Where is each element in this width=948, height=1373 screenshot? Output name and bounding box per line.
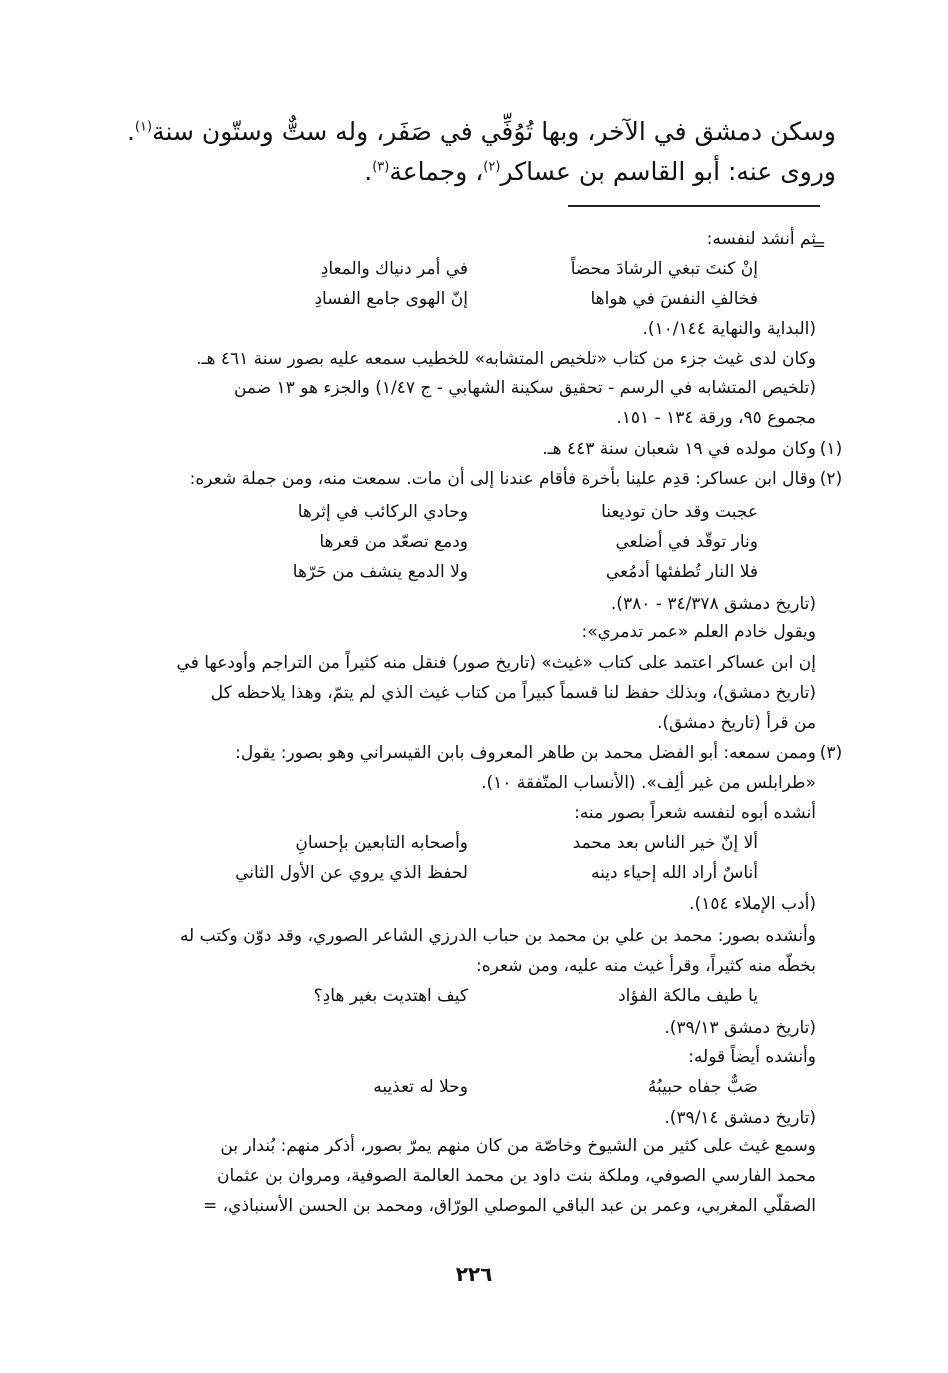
main-text-2a: وروى عنه: أبو القاسم بن عساكر xyxy=(500,157,836,186)
footnote-ref-1[interactable]: (١) xyxy=(134,119,153,135)
verse-hemistich: كيف اهتديت بغير هادِ؟ xyxy=(313,986,468,1006)
footnote-2-line: وقال ابن عساكر: قدِم علينا بأخرة فأقام عندنا إلى أن مات. سمعت منه، ومن جملة شعره: xyxy=(189,469,816,489)
verse-hemistich: عجبت وقد حان توديعنا xyxy=(601,502,758,522)
verse-hemistich: إنّ الهوى جامع الفسادِ xyxy=(314,289,468,309)
verse-hemistich: في أمر دنياك والمعادِ xyxy=(320,259,468,279)
verse-hemistich: يا طيف مالكة الفؤاد xyxy=(618,986,758,1006)
footnote-2-line: ويقول خادم العلم «عمر تدمري»: xyxy=(581,622,816,642)
footnote-number: (٢) xyxy=(819,469,843,489)
citation: (تاريخ دمشق ٣٩/١٤). xyxy=(664,1108,816,1128)
footnote-paragraph: بخطّه منه كثيراً، وقرأ غيث منه عليه، ومن شعره: xyxy=(475,956,816,976)
footnote-3-line: وممن سمعه: أبو الفضل محمد بن طاهر المعروف بابن القيسراني وهو بصور: يقول: xyxy=(235,743,816,763)
main-text-line-2 xyxy=(116,152,836,192)
main-text-line-1 xyxy=(116,112,836,152)
main-text-1-end: . xyxy=(126,117,135,146)
continuation-marker: = xyxy=(811,235,826,255)
footnote-ref-2[interactable]: (٢) xyxy=(483,159,501,175)
footnote-paragraph: (تلخيص المتشابه في الرسم - تحقيق سكينة الشهابي - ج ١/٤٧) والجزء هو ١٣ ضمن xyxy=(233,378,816,398)
verse-hemistich: فلا النار تُطفئها أدمُعي xyxy=(605,562,758,582)
footnote-paragraph: من قرأ (تاريخ دمشق). xyxy=(656,713,816,733)
verse-hemistich: لحفظ الذي يروي عن الأول الثاني xyxy=(235,863,468,883)
footnote-paragraph: وكان لدى غيث جزء من كتاب «تلخيص المتشابه» للخطيب سمعه عليه بصور سنة ٤٦١ هـ. xyxy=(196,349,816,369)
footnote-paragraph: (تاريخ دمشق)، وبذلك حفظ لنا قسماً كبيراً من كتاب غيث الذي لم يتمّ، وهذا يلاحظه كل xyxy=(210,683,816,703)
footnote-number: (٣) xyxy=(819,743,843,763)
verse-hemistich: فخالفِ النفسَ في هواها xyxy=(590,289,758,309)
page-number: ٢٢٦ xyxy=(455,1262,493,1286)
footnote-1-text: وكان مولده في ١٩ شعبان سنة ٤٤٣ هـ. xyxy=(542,439,816,459)
main-text-2b: ، وجماعة xyxy=(389,157,484,186)
footnote-3-line: وأنشده أيضاً قوله: xyxy=(688,1047,816,1067)
citation: (تاريخ دمشق ٣٩/١٣). xyxy=(664,1018,816,1038)
footnote-3-line: «طرابلس من غير ألِف». (الأنساب المتّفقة ١٠). xyxy=(481,773,816,793)
verse-hemistich: وأصحابه التابعين بإحسانِ xyxy=(295,833,468,853)
footnote-paragraph: وسمع غيث على كثير من الشيوخ وخاصّة من كان منهم يمرّ بصور، أذكر منهم: بُندار بن xyxy=(220,1136,816,1156)
footnote-paragraph: محمد الفارسي الصوفي، وملكة بنت داود بن محمد العالمة الصوفية، ومروان بن عثمان xyxy=(216,1166,816,1186)
verse-hemistich: ودمع تصعّد من قعرها xyxy=(319,532,468,552)
verse-hemistich: وحلا له تعذيبه xyxy=(373,1077,468,1097)
footnote-cont-intro: ثم أنشد لنفسه: xyxy=(706,229,816,249)
footnote-paragraph: وأنشده بصور: محمد بن علي بن محمد بن حباب الدرزي الشاعر الصوري، وقد دوّن وكتب له xyxy=(179,926,816,946)
main-text-1: وسكن دمشق في الآخر، وبها تُوُفِّي في صَفَر، وله ستٌّ وستّون سنة xyxy=(152,117,836,146)
verse-hemistich: ولا الدمع ينشف من حَرّها xyxy=(292,562,468,582)
verse-hemistich: صَبٌّ جفاه حبيبُهُ xyxy=(647,1077,758,1097)
footnote-paragraph: الصقلّي المغربي، وعمر بن عبد الباقي الموصلي الورّاق، ومحمد بن الحسن الأسنباذي، = xyxy=(203,1196,816,1216)
verse-hemistich: أناسٌ أراد الله إحياء دينه xyxy=(591,863,758,883)
footnote-number: (١) xyxy=(819,439,843,459)
footnote-paragraph: مجموع ٩٥، ورقة ١٣٤ - ١٥١. xyxy=(616,408,816,428)
footnote-separator xyxy=(568,205,820,207)
verse-hemistich: وحادي الركائب في إثرها xyxy=(297,502,468,522)
main-text-2-end: . xyxy=(364,157,373,186)
verse-hemistich: إنْ كنتَ تبغي الرشادَ محضاً xyxy=(570,259,758,279)
verse-hemistich: ألا إنّ خير الناس بعد محمد xyxy=(572,833,758,853)
citation: (تاريخ دمشق ٣٤/٣٧٨ - ٣٨٠). xyxy=(610,594,816,614)
footnote-3-line: أنشده أبوه لنفسه شعراً بصور منه: xyxy=(574,803,816,823)
footnote-ref-3[interactable]: (٣) xyxy=(372,159,390,175)
citation: (البداية والنهاية ١٠/١٤٤). xyxy=(642,319,816,339)
verse-hemistich: ونار توقّد في أضلعي xyxy=(615,532,758,552)
citation: (أدب الإملاء ١٥٤). xyxy=(689,894,816,914)
footnote-paragraph: إن ابن عساكر اعتمد على كتاب «غيث» (تاريخ صور) فنقل منه كثيراً من التراجم وأودعها في xyxy=(176,653,816,673)
